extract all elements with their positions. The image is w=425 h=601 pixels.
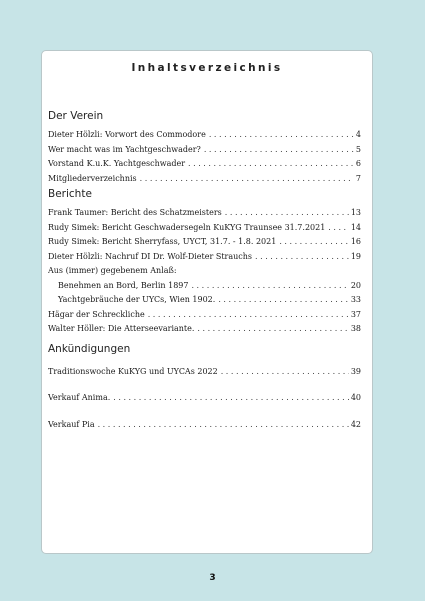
toc-entry-page: 39 <box>350 366 361 376</box>
toc-entry[interactable] <box>48 206 361 221</box>
leader-dots <box>325 221 349 236</box>
section-heading-ankuendigungen: Ankündigungen <box>48 342 131 355</box>
toc-entry-page: 13 <box>350 208 361 217</box>
toc-entry-page: 20 <box>350 280 361 290</box>
toc-entry-page: 40 <box>350 393 361 402</box>
toc-entry-label: Dieter Hölzli: Vorwort des Commodore <box>48 130 206 139</box>
toc-entry[interactable] <box>48 293 361 308</box>
leader-dots <box>215 293 349 308</box>
toc-content <box>48 108 361 432</box>
toc-entry-label: Mitgliederverzeichnis <box>48 173 137 183</box>
toc-entry-label: Vorstand K.u.K. Yachtgeschwader <box>48 159 186 168</box>
leader-dots <box>222 206 349 221</box>
toc-entry[interactable] <box>48 157 361 172</box>
leader-dots <box>252 250 349 265</box>
toc-entry[interactable] <box>48 308 361 323</box>
leader-dots <box>137 172 354 187</box>
toc-entry-label: Benehmen an Bord, Berlin 1897 <box>58 280 189 290</box>
toc-entry-label: Rudy Simek: Bericht Sherryfass, UYCT, 31.7. - 1.8. 2021 <box>48 237 277 246</box>
leader-dots <box>194 322 348 337</box>
toc-panel <box>41 50 373 554</box>
toc-entry-label: Yachtgebräuche der UYCs, Wien 1902. <box>58 295 216 304</box>
toc-entry[interactable] <box>48 322 361 337</box>
toc-entry-page: 33 <box>350 295 361 304</box>
toc-entry[interactable] <box>48 221 361 236</box>
leader-dots <box>218 365 349 380</box>
toc-entry-label: Rudy Simek: Bericht Geschwadersegeln KuKYG Traunsee 31.7.2021 <box>48 222 326 232</box>
toc-entry[interactable] <box>48 128 361 143</box>
toc-entry-page: 14 <box>350 222 361 232</box>
toc-entry-label: Verkauf Pia <box>48 419 95 429</box>
leader-dots <box>201 143 354 158</box>
toc-entry[interactable] <box>48 418 361 433</box>
toc-entry-page: 38 <box>350 324 361 333</box>
leader-dots <box>110 391 349 406</box>
leader-dots <box>276 235 348 250</box>
toc-entry-page: 4 <box>355 130 361 139</box>
leader-dots <box>145 308 349 323</box>
toc-entry-label: Traditionswoche KuKYG und UYCAs 2022 <box>48 366 218 376</box>
toc-entry-label: Walter Höller: Die Atterseevariante. <box>48 324 195 333</box>
toc-entry[interactable] <box>48 391 361 406</box>
page-number: 3 <box>209 573 216 583</box>
toc-entry-page: 7 <box>355 173 361 183</box>
toc-entry-page: 6 <box>355 159 361 168</box>
toc-subheading-label: Aus (immer) gegebenem Anlaß: <box>48 266 177 275</box>
toc-entry-page: 19 <box>350 251 361 261</box>
toc-entry-page: 16 <box>350 237 361 246</box>
toc-entry[interactable] <box>48 143 361 158</box>
section-heading-der-verein: Der Verein <box>48 110 104 122</box>
toc-entry[interactable] <box>48 250 361 265</box>
toc-entry-page: 5 <box>355 144 361 154</box>
toc-entry-label: Dieter Hölzli: Nachruf DI Dr. Wolf-Dieter Strauchs <box>48 251 253 261</box>
toc-entry-page: 42 <box>350 419 361 429</box>
toc-entry-label: Wer macht was im Yachtgeschwader? <box>48 144 201 154</box>
toc-entry[interactable] <box>48 172 361 187</box>
toc-entry-label: Hägar der Schreckliche <box>48 309 145 319</box>
toc-subheading <box>48 264 361 279</box>
leader-dots <box>185 157 354 172</box>
page-title: Inhaltsverzeichnis <box>131 62 283 74</box>
leader-dots <box>95 418 349 433</box>
toc-entry[interactable] <box>48 365 361 380</box>
leader-dots <box>206 128 354 143</box>
toc-entry-page: 37 <box>350 309 361 319</box>
section-heading-berichte: Berichte <box>48 188 92 200</box>
toc-entry[interactable] <box>48 235 361 250</box>
toc-entry[interactable] <box>48 279 361 294</box>
toc-entry-label: Frank Taumer: Bericht des Schatzmeisters <box>48 208 222 217</box>
toc-entry-label: Verkauf Anima. <box>48 393 111 402</box>
leader-dots <box>188 279 348 294</box>
